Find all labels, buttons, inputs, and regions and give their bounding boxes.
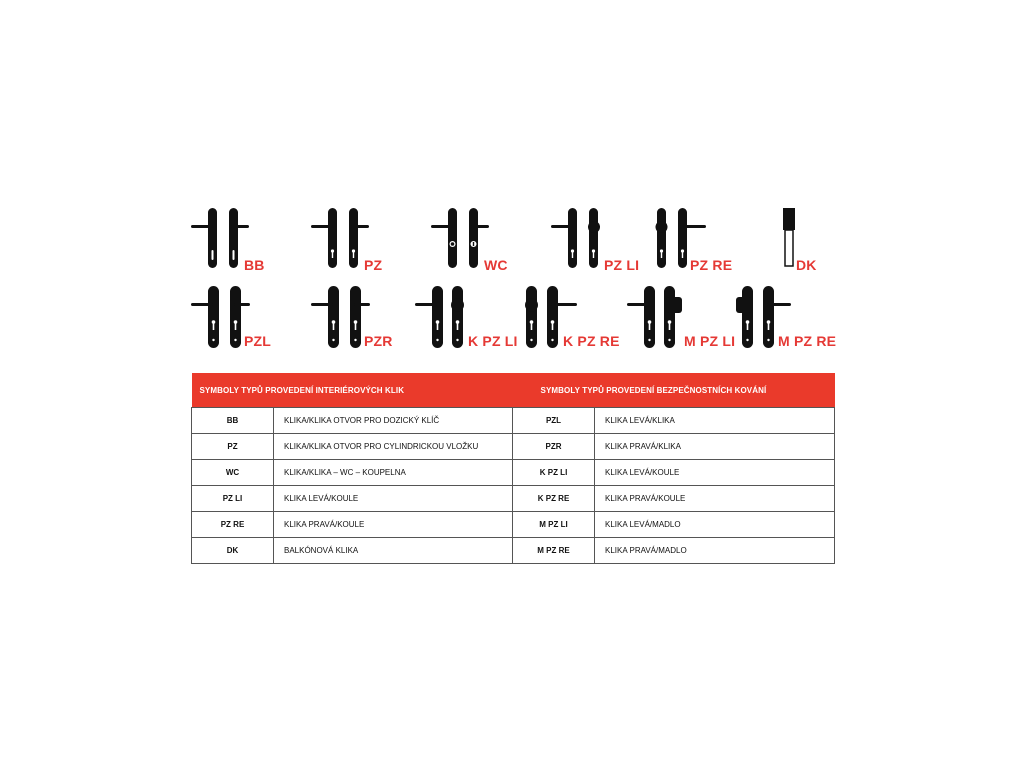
right-code-cell: K PZ RE: [513, 486, 595, 512]
security-handle-pzl-icon: [190, 284, 250, 350]
left-code-cell: DK: [192, 538, 274, 564]
table-row: [192, 538, 835, 564]
left-code-cell: WC: [192, 460, 274, 486]
left-description-cell: KLIKA/KLIKA OTVOR PRO DOZICKÝ KLÍČ: [274, 408, 513, 434]
left-description-cell: KLIKA/KLIKA OTVOR PRO CYLINDRICKOU VLOŽKU: [274, 434, 513, 460]
symbol-code-label: WC: [484, 257, 508, 273]
door-handle-pz-li-icon: [550, 206, 610, 272]
left-code-cell: PZ RE: [192, 512, 274, 538]
symbol-code-label: PZR: [364, 333, 393, 349]
security-handle-pzr-icon: [310, 284, 370, 350]
symbol-code-label: K PZ RE: [563, 333, 620, 349]
symbol-m-pz-re: [734, 284, 844, 350]
symbol-pz-re: [650, 206, 750, 272]
right-description-cell: KLIKA PRAVÁ/MADLO: [595, 538, 835, 564]
right-code-cell: PZR: [513, 434, 595, 460]
symbol-code-label: PZ LI: [604, 257, 640, 273]
symbol-code-label: K PZ LI: [468, 333, 518, 349]
symbol-pz: [310, 206, 400, 272]
right-description-cell: KLIKA PRAVÁ/KLIKA: [595, 434, 835, 460]
symbol-k-pz-li: [414, 284, 524, 350]
left-description-cell: BALKÓNOVÁ KLIKA: [274, 538, 513, 564]
security-handle-m-pz-li-icon: [626, 284, 686, 350]
table-row: [192, 512, 835, 538]
table-row: [192, 460, 835, 486]
right-description-cell: KLIKA LEVÁ/KLIKA: [595, 408, 835, 434]
left-description-cell: KLIKA LEVÁ/KOULE: [274, 486, 513, 512]
table-row: [192, 434, 835, 460]
left-description-cell: KLIKA PRAVÁ/KOULE: [274, 512, 513, 538]
right-code-cell: M PZ RE: [513, 538, 595, 564]
table-header-row: [192, 373, 835, 408]
symbol-code-label: PZ RE: [690, 257, 733, 273]
header-interior-handles: SYMBOLY TYPŮ PROVEDENÍ INTERIÉROVÝCH KLIK: [192, 373, 513, 408]
left-code-cell: BB: [192, 408, 274, 434]
door-handle-bb-icon: [190, 206, 250, 272]
symbol-pzl: [190, 284, 280, 350]
symbol-code-label: M PZ LI: [684, 333, 736, 349]
door-handle-wc-icon: [430, 206, 490, 272]
symbol-dk: [780, 206, 840, 272]
header-security-fittings: SYMBOLY TYPŮ PROVEDENÍ BEZPEČNOSTNÍCH KOVÁNÍ: [513, 373, 835, 408]
symbol-pzr: [310, 284, 400, 350]
right-code-cell: M PZ LI: [513, 512, 595, 538]
symbol-wc: [430, 206, 520, 272]
right-description-cell: KLIKA LEVÁ/MADLO: [595, 512, 835, 538]
security-handle-k-pz-li-icon: [414, 284, 474, 350]
door-handle-pz-icon: [310, 206, 370, 272]
table-row: [192, 408, 835, 434]
right-description-cell: KLIKA PRAVÁ/KOULE: [595, 486, 835, 512]
symbol-m-pz-li: [626, 284, 738, 350]
symbol-code-label: M PZ RE: [778, 333, 837, 349]
symbol-code-label: PZL: [244, 333, 272, 349]
left-code-cell: PZ LI: [192, 486, 274, 512]
right-description-cell: KLIKA LEVÁ/KOULE: [595, 460, 835, 486]
symbol-code-label: PZ: [364, 257, 383, 273]
table-row: [192, 486, 835, 512]
right-code-cell: PZL: [513, 408, 595, 434]
left-description-cell: KLIKA/KLIKA – WC – KOUPELNA: [274, 460, 513, 486]
symbol-pz-li: [550, 206, 650, 272]
symbol-k-pz-re: [520, 284, 630, 350]
symbol-code-label: DK: [796, 257, 817, 273]
symbol-legend-table: [191, 373, 835, 564]
left-code-cell: PZ: [192, 434, 274, 460]
right-code-cell: K PZ LI: [513, 460, 595, 486]
symbol-code-label: BB: [244, 257, 265, 273]
symbol-bb: [190, 206, 280, 272]
